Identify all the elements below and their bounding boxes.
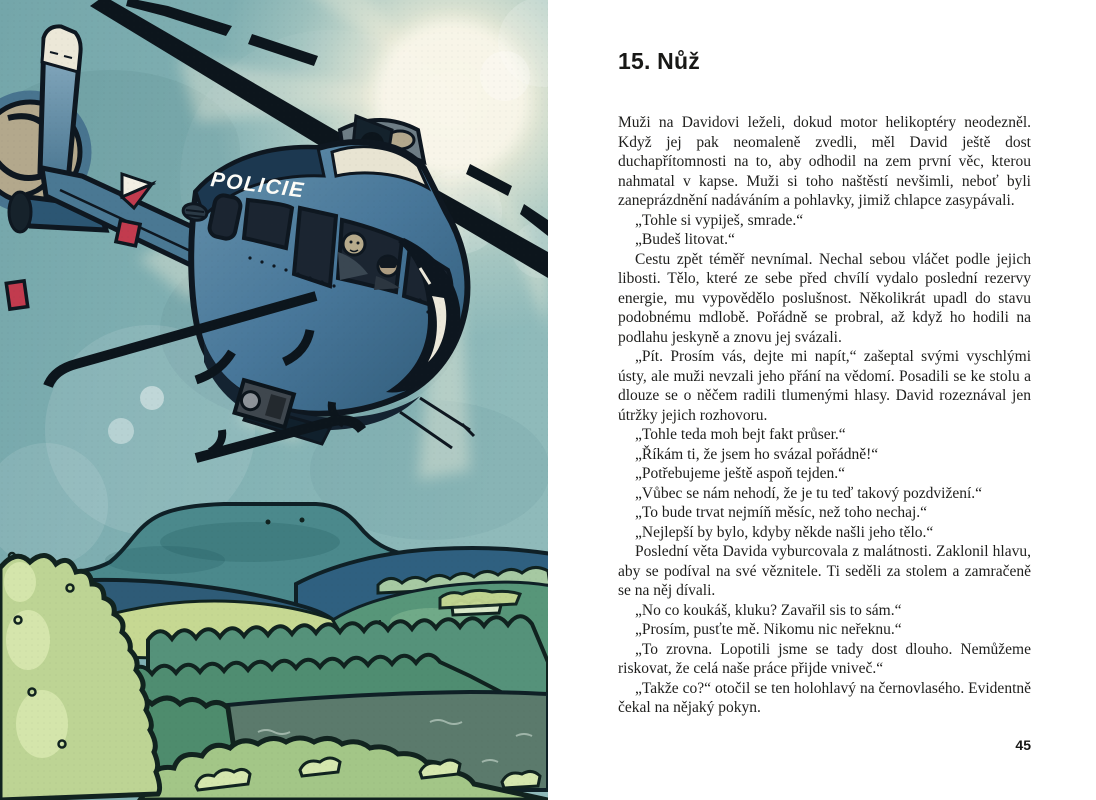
paragraph: Poslední věta Davida vyburcovala z malátnosti. Zaklonil hlavu, aby se podíval na své věznitele. Ti seděli za stolem a zamračeně se na něj dívali. — [618, 543, 1031, 599]
paragraph: Cestu zpět téměř nevnímal. Nechal sebou vláčet podle jejich libosti. Tělo, které ze sebe před chvílí vydalo poslední rezervy energie, mu vypovědělo poslušnost. Několikrát upadl do stavu podobnému mdlobě. Pořádně se probral, až když ho hodili na podlahu jeskyně a znovu jej svázali. — [618, 250, 1031, 346]
paragraph: „Tohle si vypiješ, smrade.“ — [635, 211, 804, 229]
paragraph: „Nejlepší by bylo, kdyby někde našli jeho tělo.“ — [635, 523, 934, 541]
text-page — [548, 0, 1096, 800]
paragraph: „Tohle teda moh bejt fakt průser.“ — [635, 426, 846, 443]
chapter-title: 15. Nůž — [618, 48, 700, 74]
chapter-body — [618, 113, 1031, 718]
paragraph: „To bude trvat nejmíň měsíc, než toho nechaj.“ — [635, 504, 928, 521]
paragraph: „Takže co?“ otočil se ten holohlavý na černovlasého. Evidentně čekal na nějaký pokyn. — [618, 679, 1031, 716]
paragraph: „Potřebujeme ještě aspoň tejden.“ — [635, 465, 846, 482]
paragraph: „Pít. Prosím vás, dejte mi napít,“ zašeptal svými vyschlými ústy, ale muži nevzali jeho přání na vědomí. Posadili se ke stolu a dlouze se o něčem radili tlumenými hlasy. David rozeznával jen útržky jejich rozhovoru. — [618, 348, 1031, 424]
paragraph: „To zrovna. Lopotili jsme se tady dost dlouho. Nemůžeme riskovat, že celá naše práce přijde vniveč.“ — [618, 640, 1031, 677]
page-number: 45 — [1015, 737, 1031, 753]
paragraph: „Prosím, pusťte mě. Nikomu nic neřeknu.“ — [635, 621, 902, 638]
paragraph: „Budeš litovat.“ — [635, 231, 735, 248]
paragraph: „No co koukáš, kluku? Zavařil sis to sám.“ — [635, 601, 902, 619]
paragraph: Muži na Davidovi leželi, dokud motor helikoptéry neodezněl. Když jej pak neomaleně zvedli, měl David ještě dost duchapřítomnosti na to, aby odhodil na zem první věc, kterou nahmatal v kapse. Muži si toho naštěstí nevšimli, neboť byli zaneprázdnění nadáváním a pohlavky, jimiž chlapce zasypávali. — [618, 114, 1031, 209]
paragraph: „Vůbec se nám nehodí, že je tu teď takový pozdvižení.“ — [635, 484, 983, 502]
paragraph: „Říkám ti, že jsem ho svázal pořádně!“ — [635, 445, 879, 463]
